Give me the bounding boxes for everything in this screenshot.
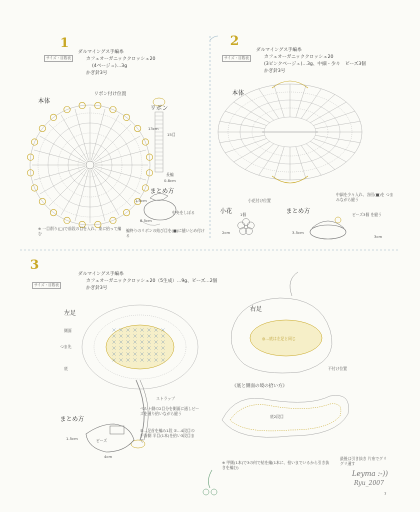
stitch-spoke: [306, 144, 335, 170]
section-2-yarn-line1: カフェオーガニッククロッシェ20: [264, 55, 334, 60]
ribbon-pattern-label: 長編: [166, 172, 174, 177]
toe-label: つま先: [60, 344, 72, 349]
section-2-body-label: 本体: [232, 90, 245, 97]
ribbon-stitches-label: 15目: [167, 132, 176, 137]
section-3-needle: かぎ針3号: [86, 286, 108, 291]
join-note: ※ 甲側(1本)で3の何で結を編(1本に、拾いまでいるから引き抜きを編む): [222, 460, 330, 470]
x-stitch: [112, 328, 115, 331]
right-slipper-diagram: [231, 272, 332, 373]
section-3-yarn-line1: カフェオーガニッククロッシェ20（5生成）…9g、ビーズ…2個: [86, 279, 218, 284]
flower-petal: [243, 219, 250, 226]
page-number: 7: [384, 491, 387, 496]
ribbon-width-label: 0.8cm: [164, 178, 176, 183]
stitch-spoke: [61, 169, 88, 215]
stitch-spoke: [75, 109, 89, 160]
finish-height-label: 1.5cm: [135, 198, 147, 203]
stitch-spoke: [34, 166, 85, 180]
stitch-spoke: [40, 168, 86, 195]
left-foot-label: 左足: [64, 310, 77, 317]
finish-note: 最後は引き抜き 片糸でグリグリ通す: [340, 456, 387, 466]
stitch-spoke: [75, 170, 89, 221]
stitch-spoke: [234, 102, 270, 123]
finish-height-3-label: 1.5cm: [66, 436, 78, 441]
stitch-spoke: [91, 170, 105, 221]
ribbon-length-label: 13cm: [148, 126, 159, 131]
stitch-spoke: [306, 94, 335, 120]
flower-label: 小花: [220, 208, 233, 215]
stitch-spoke: [301, 89, 321, 119]
oval-finish-diagram: [310, 217, 346, 239]
strap-attach-note: 不付け位置: [328, 366, 347, 371]
stitch-spoke: [34, 150, 85, 164]
flower-diagram: [238, 219, 255, 235]
section-2-yarn-line2: (3ピンクベージュ)…3g、中細・少々 ビーズ3個: [264, 62, 366, 67]
section-1-yarn-title: ダルマイングス手編糸: [78, 50, 124, 55]
signature-line1: Leyma :-)): [352, 470, 388, 478]
section-2-needle: かぎ針3号: [264, 69, 286, 74]
stitch-spoke: [93, 169, 120, 215]
sole-label: 底: [64, 366, 68, 371]
section-3-number: 3: [30, 258, 40, 273]
section-1-needle: かぎ針3号: [86, 71, 108, 76]
section-2-size-tag: サイズ・目数表: [224, 56, 249, 60]
flower-count-label: 1個: [240, 212, 247, 217]
strap-label: ストラップ: [156, 396, 175, 401]
left-slipper-diagram: [82, 305, 198, 389]
strap-sew-note: ベルト側の2目分を側面に通しビーズを通り拾いながら縫う: [140, 406, 200, 416]
stitch-spoke: [91, 109, 105, 160]
edge-pickup-diagram: [203, 395, 349, 495]
round-mat-diagram: [27, 102, 152, 227]
signature-line2: Ryu_2007: [354, 480, 384, 487]
ribbon-label: リボン: [150, 105, 169, 112]
stitch-spoke: [94, 168, 140, 195]
stitch-legend-note: ※ 一目削り(□)で前段の目を入れ、束に拾って編む: [38, 226, 122, 236]
side-label: 側面: [64, 328, 72, 333]
beads-note: ビーズ3個 を縫う: [352, 212, 382, 217]
stitch-spoke: [245, 94, 274, 120]
stitch-spoke: [93, 115, 120, 161]
stitch-spoke: [95, 150, 146, 164]
section-3-finish-label: まとめ方: [60, 416, 85, 423]
section-2-number: 2: [230, 34, 240, 49]
finish-width-label: 8.5cm: [140, 218, 152, 223]
flower-position-label: 小花付け位置: [248, 198, 271, 203]
stitch-spoke: [61, 115, 88, 161]
section-3-yarn-title: ダルマイングス手編糸: [78, 272, 124, 277]
slipper-finish-diagram: [86, 424, 134, 452]
section-2-yarn-title: ダルマイングス手編糸: [256, 48, 302, 53]
flower-size-label: 2cm: [222, 230, 231, 235]
stitch-spoke: [245, 144, 274, 170]
section-1-yarn-line1: カフェオーガニッククロッシェ20: [86, 57, 156, 62]
steps-note: ①…足首を編み1段 ②…4段目の手前側 半目(1本)を拾い3段目まで: [140, 428, 195, 443]
stitch-spoke: [259, 146, 279, 176]
ribbon-gather-note: 中央をしぼる: [172, 210, 195, 215]
ribbon-position-label: リボン付け位置: [94, 92, 127, 97]
stitch-spoke: [310, 102, 346, 123]
sole-same-note: ◎…底は左足と同じ: [262, 336, 296, 341]
finish-3cm-label: 3cm: [374, 234, 383, 239]
sole-row2-label: 底2段目: [270, 414, 284, 419]
stitch-spoke: [40, 136, 86, 163]
section-1-body-label: 本体: [38, 98, 51, 105]
finish-width-3-label: 4cm: [104, 454, 113, 459]
stitch-spoke: [310, 141, 346, 162]
finish-size-label: 3.5cm: [292, 230, 304, 235]
section-3-size-tag: サイズ・目数表: [34, 283, 59, 287]
center-gather-note: 中細を少々入れ、各回(■)を つまみながら縫う: [336, 192, 394, 202]
beads-label-3: ビーズ: [96, 438, 108, 443]
section-2-finish-label: まとめ方: [286, 208, 311, 215]
section-1-size-tag: サイズ・目数表: [46, 56, 71, 60]
section-1-number: 1: [60, 36, 70, 51]
right-foot-label: 右足: [250, 306, 263, 313]
bottom-side-edge-label: 《底と側面の境の拾い方》: [232, 384, 288, 389]
stitch-spoke: [95, 166, 146, 180]
section-1-finish-label: まとめ方: [150, 188, 175, 195]
section-1-yarn-line2: (4ベージュ)…3g: [92, 64, 128, 69]
stitch-spoke: [234, 141, 270, 162]
ribbon-join-note: 編終りのリボンの結び目を(■)に縫いとめ付ける: [126, 228, 205, 238]
stitch-spoke: [94, 136, 140, 163]
